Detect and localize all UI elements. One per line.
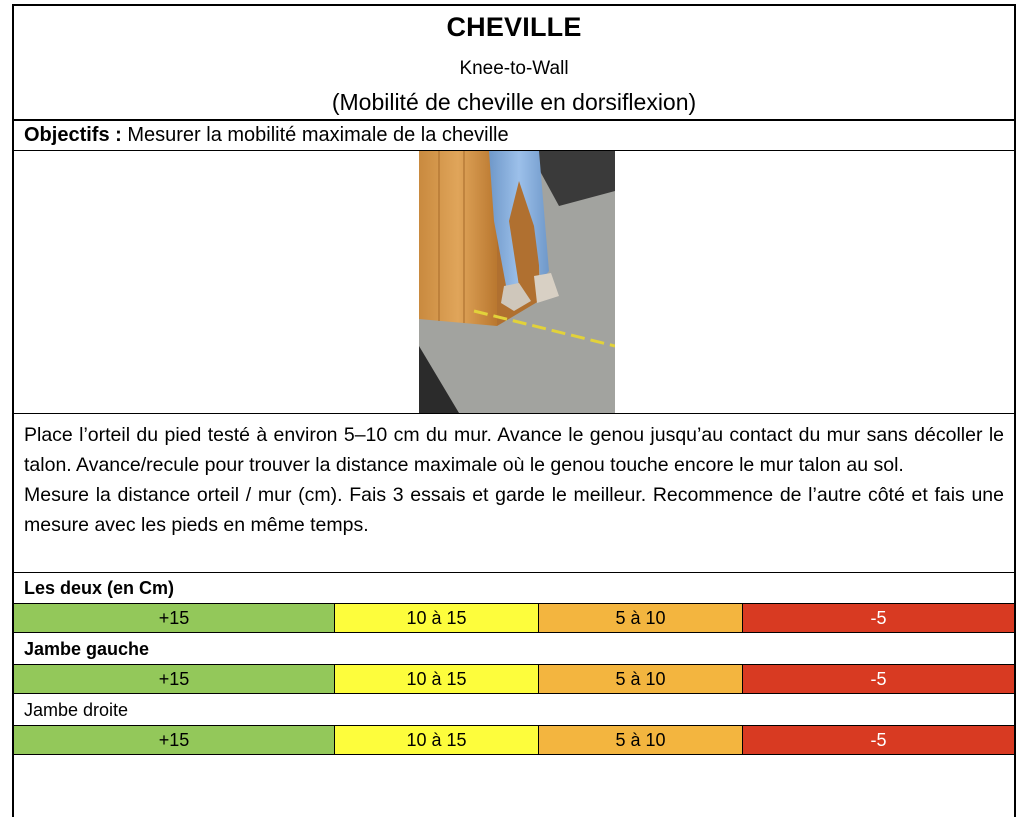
scale-cell-average: 5 à 10	[539, 604, 743, 632]
scale-cell-good: 10 à 15	[335, 604, 539, 632]
scale-cell-average: 5 à 10	[539, 726, 743, 754]
scale-cell-excellent: +15	[14, 604, 335, 632]
section-label-both: Les deux (en Cm)	[24, 578, 175, 598]
section-label-left-leg: Jambe gauche	[24, 639, 150, 659]
scale-row-both	[14, 603, 1014, 633]
scale-cell-poor: -5	[743, 604, 1014, 632]
scale-cell-poor: -5	[743, 665, 1014, 693]
scale-cell-average: 5 à 10	[539, 665, 743, 693]
instructions-paragraph-2: Mesure la distance orteil / mur (cm). Fais 3 essais et garde le meilleur. Recommence de l’autre côté et fais une mesure avec les pieds en même temps.	[24, 484, 1004, 536]
instructions	[24, 420, 1004, 540]
scale-cell-excellent: +15	[14, 665, 335, 693]
objectives-label: Objectifs :	[24, 124, 122, 146]
scale-row-right-leg	[14, 725, 1014, 755]
objectives-row	[24, 124, 509, 147]
divider	[14, 572, 1014, 573]
objectives-text: Mesurer la mobilité maximale de la cheville	[127, 124, 509, 146]
test-description: (Mobilité de cheville en dorsiflexion)	[331, 89, 697, 115]
scale-row-left-leg	[14, 664, 1014, 694]
scale-cell-good: 10 à 15	[335, 665, 539, 693]
instructions-paragraph-1: Place l’orteil du pied testé à environ 5–10 cm du mur. Avance le genou jusqu’au contact du mur sans décoller le talon. Avance/recule pour trouver la distance maximale où le genou touche encore le mur talon au sol.	[24, 424, 1004, 476]
scale-cell-excellent: +15	[14, 726, 335, 754]
assessment-sheet	[12, 4, 1016, 817]
section-label-right-leg: Jambe droite	[24, 700, 129, 720]
divider	[14, 119, 1014, 121]
test-name: Knee-to-Wall	[459, 58, 569, 79]
scale-cell-good: 10 à 15	[335, 726, 539, 754]
page-title: CHEVILLE	[446, 12, 582, 42]
scale-cell-poor: -5	[743, 726, 1014, 754]
divider	[14, 413, 1014, 414]
knee-to-wall-photo	[419, 151, 615, 413]
